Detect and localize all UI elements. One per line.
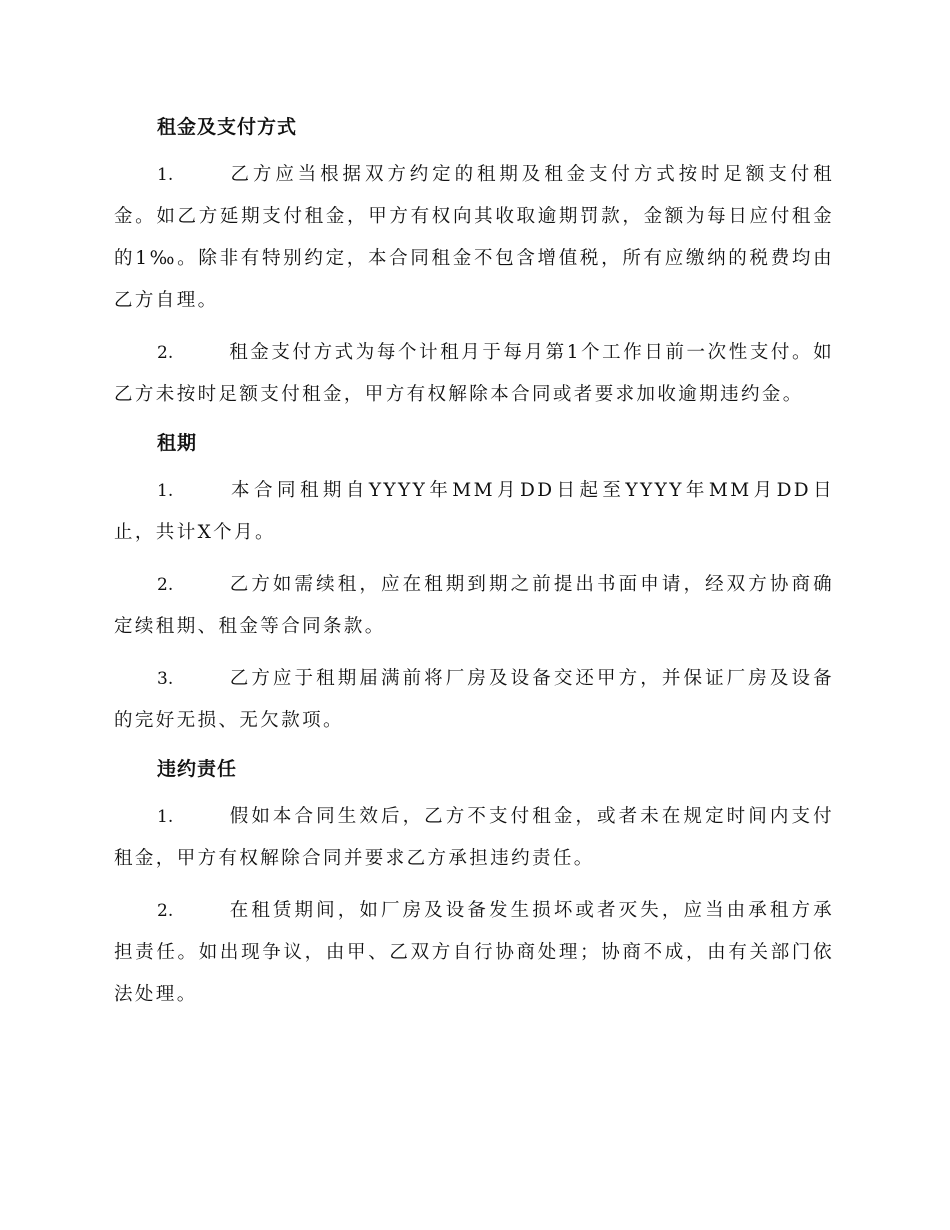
clause-text: 本合同租期自YYYY年MM月DD日起至YYYY年MM月DD日止，共计X个月。 — [114, 480, 834, 543]
clause-paragraph — [114, 890, 834, 1016]
section-breach-liability — [114, 752, 834, 1016]
clause-number: 3. — [157, 669, 174, 689]
clause-number: 2. — [157, 901, 174, 921]
clause-number: 1. — [157, 807, 174, 827]
section-heading: 租金及支付方式 — [157, 116, 298, 138]
clause-paragraph — [114, 332, 834, 416]
clause-paragraph — [114, 564, 834, 648]
clause-text: 乙方应当根据双方约定的租期及租金支付方式按时足额支付租金。如乙方延期支付租金，甲方有权向其收取逾期罚款，金额为每日应付租金的1‰。除非有特别约定，本合同租金不包含增值税，所有应缴纳的税费均由乙方自理。 — [114, 164, 834, 311]
clause-number: 2. — [157, 343, 174, 363]
clause-paragraph — [114, 658, 834, 742]
clause-number: 2. — [157, 575, 174, 595]
clause-number: 1. — [157, 481, 174, 501]
clause-text: 乙方应于租期届满前将厂房及设备交还甲方，并保证厂房及设备的完好无损、无欠款项。 — [114, 668, 834, 731]
section-heading: 租期 — [157, 432, 198, 454]
clause-text: 乙方如需续租，应在租期到期之前提出书面申请，经双方协商确定续租期、租金等合同条款。 — [114, 574, 834, 637]
clause-text: 租金支付方式为每个计租月于每月第1个工作日前一次性支付。如乙方未按时足额支付租金，甲方有权解除本合同或者要求加收逾期违约金。 — [114, 342, 834, 405]
section-rent-payment — [114, 110, 834, 416]
section-heading: 违约责任 — [157, 758, 238, 780]
clause-paragraph — [114, 796, 834, 880]
clause-number: 1. — [157, 165, 174, 185]
clause-paragraph — [114, 154, 834, 322]
clause-paragraph — [114, 470, 834, 554]
clause-text: 在租赁期间，如厂房及设备发生损坏或者灭失，应当由承租方承担责任。如出现争议，由甲、乙双方自行协商处理；协商不成，由有关部门依法处理。 — [114, 900, 834, 1005]
section-lease-term — [114, 426, 834, 742]
document-body — [114, 110, 834, 1026]
clause-text: 假如本合同生效后，乙方不支付租金，或者未在规定时间内支付租金，甲方有权解除合同并要求乙方承担违约责任。 — [114, 806, 834, 869]
